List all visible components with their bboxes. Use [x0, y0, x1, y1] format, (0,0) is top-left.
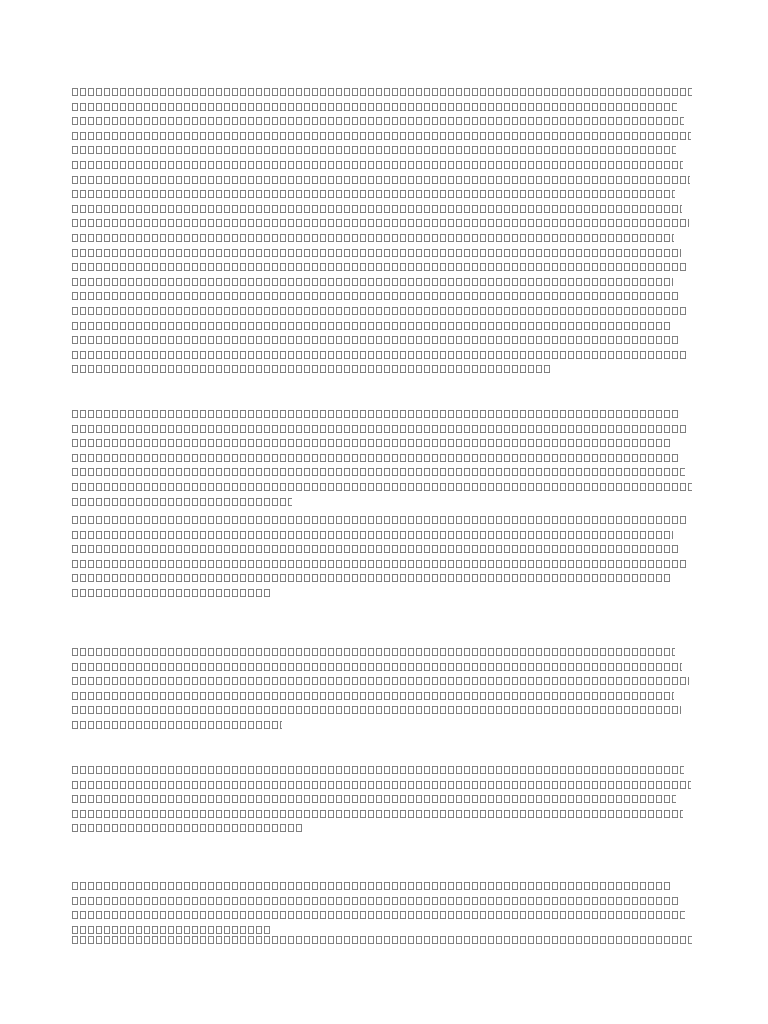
glyph-line — [72, 810, 683, 818]
glyph-line — [72, 706, 681, 714]
glyph-line — [72, 132, 691, 140]
glyph-line — [72, 589, 272, 597]
glyph-line — [72, 882, 671, 890]
glyph-line — [72, 425, 686, 433]
paragraph-1 — [72, 88, 698, 388]
glyph-line — [72, 692, 674, 700]
glyph-line — [72, 88, 692, 96]
glyph-line — [72, 103, 677, 111]
glyph-line — [72, 824, 302, 832]
glyph-line — [72, 292, 680, 300]
glyph-line — [72, 146, 676, 154]
glyph-line — [72, 498, 292, 506]
paragraph-6 — [72, 882, 698, 938]
glyph-line — [72, 516, 688, 524]
glyph-line — [72, 205, 682, 213]
glyph-line — [72, 351, 686, 359]
glyph-line — [72, 410, 679, 418]
glyph-line — [72, 249, 681, 257]
glyph-line — [72, 926, 272, 934]
glyph-line — [72, 911, 685, 919]
glyph-line — [72, 439, 671, 447]
glyph-line — [72, 322, 672, 330]
glyph-line — [72, 117, 684, 125]
glyph-line — [72, 531, 673, 539]
glyph-line — [72, 161, 683, 169]
glyph-line — [72, 468, 685, 476]
glyph-line — [72, 307, 687, 315]
glyph-line — [72, 190, 675, 198]
glyph-line — [72, 483, 692, 491]
glyph-line — [72, 766, 684, 774]
glyph-line — [72, 663, 682, 671]
glyph-line — [72, 781, 691, 789]
glyph-line — [72, 936, 692, 944]
glyph-line — [72, 795, 676, 803]
glyph-line — [72, 176, 690, 184]
glyph-line — [72, 648, 675, 656]
glyph-line — [72, 574, 672, 582]
glyph-line — [72, 897, 678, 905]
glyph-line — [72, 219, 689, 227]
paragraph-5 — [72, 766, 698, 836]
glyph-line — [72, 234, 674, 242]
glyph-line — [72, 721, 282, 729]
paragraph-7 — [72, 936, 698, 950]
glyph-line — [72, 365, 552, 373]
glyph-line — [72, 454, 678, 462]
glyph-line — [72, 560, 687, 568]
glyph-line — [72, 545, 680, 553]
glyph-line — [72, 263, 688, 271]
paragraph-2 — [72, 410, 698, 512]
paragraph-4 — [72, 648, 698, 732]
paragraph-3 — [72, 516, 698, 600]
glyph-line — [72, 677, 689, 685]
glyph-line — [72, 336, 679, 344]
glyph-line — [72, 278, 673, 286]
